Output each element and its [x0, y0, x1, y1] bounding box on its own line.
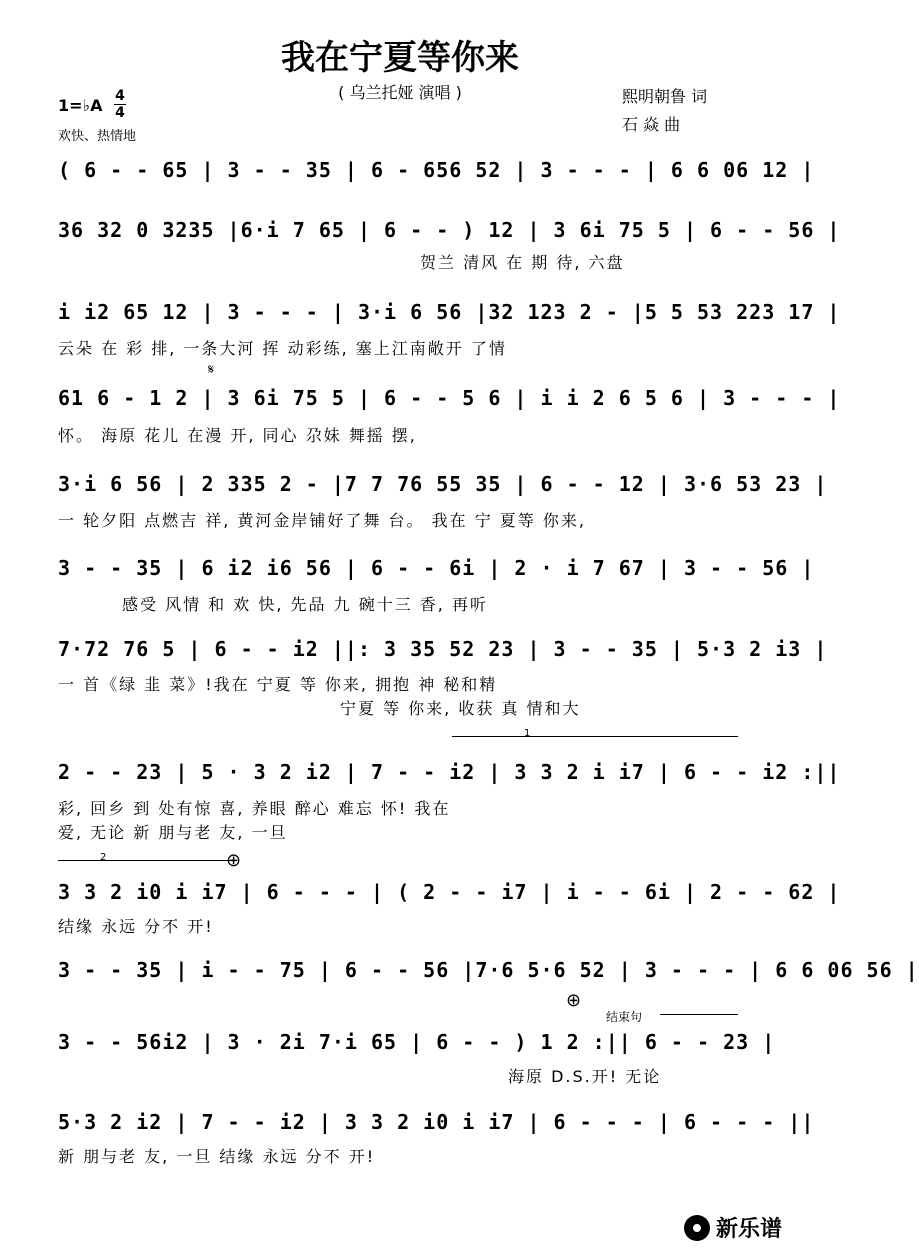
- volta-2-bracket: [58, 860, 234, 873]
- notation-row-5: 3·i 6 56 | 2 335 2 - |7 7 76 55 35 | 6 - - 12 | 3·6 53 23 |: [58, 472, 828, 496]
- notation-row-3: i i2 65 12 | 3 - - - | 3·i 6 56 |32 123 2 - |5 5 53 223 17 |: [58, 300, 841, 324]
- time-signature-top: 4: [115, 88, 125, 104]
- site-logo: [684, 1212, 782, 1243]
- notation-row-12: 5·3 2 i2 | 7 - - i2 | 3 3 2 i0 i i7 | 6 - - - | 6 - - - ||: [58, 1110, 815, 1134]
- key-signature: 1=♭A: [58, 96, 103, 115]
- lyric-row-9: 结缘 永远 分不 开!: [58, 917, 214, 936]
- segno-mark: 𝄋: [208, 362, 215, 378]
- volta-1-bracket: [452, 736, 738, 749]
- coda-icon: ⊕: [226, 850, 242, 871]
- lyricist-credit: 熙明朝鲁 词: [622, 87, 708, 106]
- lyric-row-11: 海原 D.S.开! 无论: [508, 1067, 662, 1086]
- lyric-row-8a: 彩, 回乡 到 处有惊 喜, 养眼 醉心 难忘 怀! 我在: [58, 799, 451, 818]
- lyric-row-8b: 爱, 无论 新 朋与老 友, 一旦: [58, 823, 288, 842]
- notation-row-10: 3 - - 35 | i - - 75 | 6 - - 56 |7·6 5·6 52 | 3 - - - | 6 6 06 56 |: [58, 958, 919, 982]
- coda-icon-2: ⊕: [566, 990, 582, 1011]
- lyric-row-6: 感受 风情 和 欢 快, 先品 九 碗十三 香, 再听: [122, 595, 488, 614]
- volta-1-number: 1: [524, 728, 531, 739]
- notation-row-11: 3 - - 56i2 | 3 · 2i 7·i 65 | 6 - - ) 1 2 :|| 6 - - 23 |: [58, 1030, 776, 1054]
- notation-row-9: 3 3 2 i0 i i7 | 6 - - - | ( 2 - - i7 | i - - 6i | 2 - - 62 |: [58, 880, 841, 904]
- tempo-marking: 欢快、热情地: [58, 129, 137, 144]
- time-signature: [114, 88, 126, 121]
- lyric-row-4: 怀。 海原 花儿 在漫 开, 同心 尕妹 舞摇 摆,: [58, 426, 417, 445]
- site-logo-text: 新乐谱: [715, 1217, 782, 1242]
- lyric-row-7b: 宁夏 等 你来, 收获 真 情和大: [340, 699, 581, 718]
- lyric-row-7a: 一 首《绿 韭 菜》!我在 宁夏 等 你来, 拥抱 神 秘和精: [58, 675, 498, 694]
- time-signature-bottom: 4: [115, 105, 125, 121]
- performer-line: ( 乌兰托娅 演唱 ): [338, 83, 462, 102]
- notation-row-4: 61 6 - 1 2 | 3 6i 75 5 | 6 - - 5 6 | i i 2 6 5 6 | 3 - - - |: [58, 386, 841, 410]
- page-title: 我在宁夏等你来: [281, 38, 519, 78]
- notation-row-1: ( 6 - - 65 | 3 - - 35 | 6 - 656 52 | 3 - - - | 6 6 06 12 |: [58, 158, 815, 182]
- coda-label: 结束句: [606, 1010, 643, 1024]
- lyric-row-3: 云朵 在 彩 排, 一条大河 挥 动彩练, 塞上江南敞开 了情: [58, 339, 507, 358]
- notation-row-7: 7·72 76 5 | 6 - - i2 ||: 3 35 52 23 | 3 - - 35 | 5·3 2 i3 |: [58, 637, 828, 661]
- volta-2-number: 2: [100, 852, 107, 863]
- composer-credit: 石 焱 曲: [622, 115, 681, 134]
- coda-line: [660, 1014, 738, 1015]
- notation-row-6: 3 - - 35 | 6 i2 i6 56 | 6 - - 6i | 2 · i 7 67 | 3 - - 56 |: [58, 556, 815, 580]
- lyric-row-2: 贺兰 清风 在 期 待, 六盘: [420, 253, 625, 272]
- lyric-row-5: 一 轮夕阳 点燃吉 祥, 黄河金岸铺好了舞 台。 我在 宁 夏等 你来,: [58, 511, 586, 530]
- lyric-row-12: 新 朋与老 友, 一旦 结缘 永远 分不 开!: [58, 1147, 376, 1166]
- notation-row-2: 36 32 0 3235 |6·i 7 65 | 6 - - ) 12 | 3 6i 75 5 | 6 - - 56 |: [58, 218, 841, 242]
- notation-row-8: 2 - - 23 | 5 · 3 2 i2 | 7 - - i2 | 3 3 2 i i7 | 6 - - i2 :||: [58, 760, 841, 784]
- disc-icon: [684, 1215, 710, 1241]
